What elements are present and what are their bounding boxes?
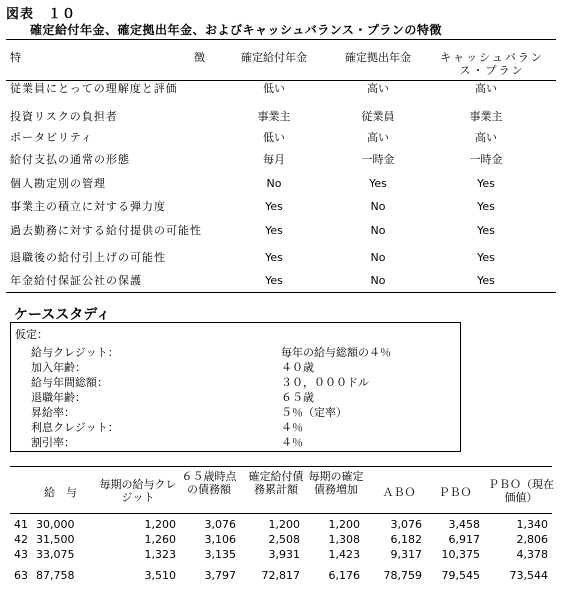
defined-benefit-value: 毎月 bbox=[263, 153, 285, 166]
defined-contribution-value: No bbox=[370, 200, 386, 213]
header-pbo: ＰＢＯ bbox=[438, 486, 472, 499]
value-cell: 30,000 bbox=[36, 518, 75, 531]
header-defined-contribution: 確定拠出年金 bbox=[345, 51, 411, 64]
defined-contribution-value: No bbox=[370, 251, 386, 264]
cash-balance-value: Yes bbox=[477, 274, 495, 287]
feature-label: 事業主の積立に対する弾力度 bbox=[10, 200, 166, 213]
feature-label: 給付支払の通常の形態 bbox=[10, 153, 130, 166]
cash-balance-value: Yes bbox=[477, 224, 495, 237]
value-cell: 72,817 bbox=[261, 569, 300, 582]
assumption-value: ６５歳 bbox=[281, 391, 314, 404]
defined-benefit-value: 低い bbox=[263, 131, 285, 144]
assumption-value: ３０，０００ドル bbox=[281, 376, 369, 389]
value-cell: 3,931 bbox=[268, 548, 300, 561]
feature-label: 投資リスクの負担者 bbox=[10, 110, 118, 123]
value-cell: 1,200 bbox=[144, 518, 176, 531]
value-cell: 1,200 bbox=[328, 518, 360, 531]
defined-contribution-value: No bbox=[370, 274, 386, 287]
table-bottom-rule bbox=[6, 292, 556, 293]
cash-balance-value: Yes bbox=[477, 200, 495, 213]
cash-balance-value: Yes bbox=[477, 251, 495, 264]
assumption-label: 利息クレジット： bbox=[31, 421, 119, 434]
projection-top-rule bbox=[10, 466, 552, 467]
value-cell: 6,917 bbox=[448, 533, 480, 546]
header-cumulative-obligation: 確定給付債務累計額 bbox=[248, 470, 304, 496]
defined-contribution-value: Yes bbox=[369, 177, 387, 190]
cash-balance-value: 事業主 bbox=[469, 110, 503, 123]
value-cell: 73,544 bbox=[509, 569, 548, 582]
age-cell: 63 bbox=[14, 569, 28, 582]
value-cell: 3,076 bbox=[204, 518, 236, 531]
assumption-value: ５％（定率） bbox=[281, 406, 347, 419]
feature-label: 過去勤務に対する給付提供の可能性 bbox=[10, 224, 202, 237]
assumption-label: 加入年齢： bbox=[31, 361, 86, 374]
assumption-value: ４％ bbox=[281, 436, 303, 449]
value-cell: 31,500 bbox=[36, 533, 75, 546]
value-cell: 1,260 bbox=[144, 533, 176, 546]
age-cell: 43 bbox=[14, 548, 28, 561]
assumptions-label: 仮定： bbox=[15, 328, 48, 341]
value-cell: 1,340 bbox=[516, 518, 548, 531]
header-abo: ＡＢＯ bbox=[382, 486, 416, 499]
feature-label: ポータビリティ bbox=[10, 131, 93, 144]
header-cash-balance: キャッシュバランス・プラン bbox=[440, 51, 544, 77]
defined-benefit-value: Yes bbox=[265, 200, 283, 213]
defined-benefit-value: No bbox=[266, 177, 282, 190]
assumption-label: 給与年間総額： bbox=[31, 376, 108, 389]
cash-balance-value: 高い bbox=[475, 131, 497, 144]
feature-label: 退職後の給付引上げの可能性 bbox=[10, 251, 166, 264]
assumption-label: 昇給率： bbox=[31, 406, 75, 419]
assumption-value: 毎年の給与総額の４％ bbox=[281, 346, 391, 359]
cash-balance-value: Yes bbox=[477, 177, 495, 190]
header-obligation-increase: 毎期の確定債務増加 bbox=[308, 470, 364, 496]
value-cell: 79,545 bbox=[441, 569, 480, 582]
value-cell: 10,375 bbox=[441, 548, 480, 561]
value-cell: 2,806 bbox=[516, 533, 548, 546]
assumption-value: ４％ bbox=[281, 421, 303, 434]
value-cell: 1,308 bbox=[328, 533, 360, 546]
defined-benefit-value: Yes bbox=[265, 251, 283, 264]
value-cell: 9,317 bbox=[390, 548, 422, 561]
value-cell: 33,075 bbox=[36, 548, 75, 561]
value-cell: 3,797 bbox=[204, 569, 236, 582]
defined-contribution-value: 従業員 bbox=[361, 110, 395, 123]
header-salary-credit: 毎期の給与クレジット bbox=[99, 478, 177, 504]
cash-balance-value: 一時金 bbox=[469, 153, 503, 166]
header-salary: 給 与 bbox=[44, 486, 77, 499]
defined-contribution-value: No bbox=[370, 224, 386, 237]
value-cell: 2,508 bbox=[268, 533, 300, 546]
defined-contribution-value: 一時金 bbox=[361, 153, 395, 166]
assumption-value: ４０歳 bbox=[281, 361, 314, 374]
header-bottom-rule bbox=[6, 80, 556, 81]
defined-contribution-value: 高い bbox=[367, 131, 389, 144]
feature-label: 従業員にとっての理解度と評価 bbox=[10, 82, 178, 95]
feature-label: 年金給付保証公社の保護 bbox=[10, 274, 142, 287]
projection-header-rule bbox=[10, 513, 552, 514]
header-pbo-present-value: ＰＢＯ（現在価値） bbox=[488, 478, 554, 504]
value-cell: 1,200 bbox=[268, 518, 300, 531]
value-cell: 6,182 bbox=[390, 533, 422, 546]
value-cell: 87,758 bbox=[36, 569, 75, 582]
assumption-label: 給与クレジット： bbox=[31, 346, 119, 359]
assumptions-box bbox=[10, 322, 461, 452]
feature-label: 個人勘定別の管理 bbox=[10, 177, 106, 190]
assumption-label: 割引率： bbox=[31, 436, 75, 449]
value-cell: 6,176 bbox=[328, 569, 360, 582]
assumption-label: 退職年齢： bbox=[31, 391, 86, 404]
defined-benefit-value: 低い bbox=[263, 82, 285, 95]
value-cell: 3,135 bbox=[204, 548, 236, 561]
value-cell: 3,106 bbox=[204, 533, 236, 546]
age-cell: 42 bbox=[14, 533, 28, 546]
value-cell: 1,423 bbox=[328, 548, 360, 561]
age-cell: 41 bbox=[14, 518, 28, 531]
figure-label: 図表 １０ bbox=[6, 7, 77, 22]
value-cell: 4,378 bbox=[516, 548, 548, 561]
case-study-title: ケーススタディ bbox=[14, 307, 111, 323]
table-top-rule bbox=[6, 39, 556, 40]
defined-benefit-value: Yes bbox=[265, 274, 283, 287]
value-cell: 3,076 bbox=[390, 518, 422, 531]
value-cell: 3,510 bbox=[144, 569, 176, 582]
defined-benefit-value: Yes bbox=[265, 224, 283, 237]
header-feature-right: 徴 bbox=[194, 51, 205, 64]
header-obligation-at-65: ６５歳時点の債務額 bbox=[181, 470, 237, 496]
table-title: 確定給付年金、確定拠出年金、およびキャッシュバランス・プランの特徴 bbox=[30, 23, 442, 37]
cash-balance-value: 高い bbox=[475, 82, 497, 95]
value-cell: 3,458 bbox=[448, 518, 480, 531]
header-defined-benefit: 確定給付年金 bbox=[241, 51, 307, 64]
value-cell: 1,323 bbox=[144, 548, 176, 561]
defined-contribution-value: 高い bbox=[367, 82, 389, 95]
header-feature-left: 特 bbox=[10, 51, 21, 64]
value-cell: 78,759 bbox=[383, 569, 422, 582]
defined-benefit-value: 事業主 bbox=[257, 110, 291, 123]
